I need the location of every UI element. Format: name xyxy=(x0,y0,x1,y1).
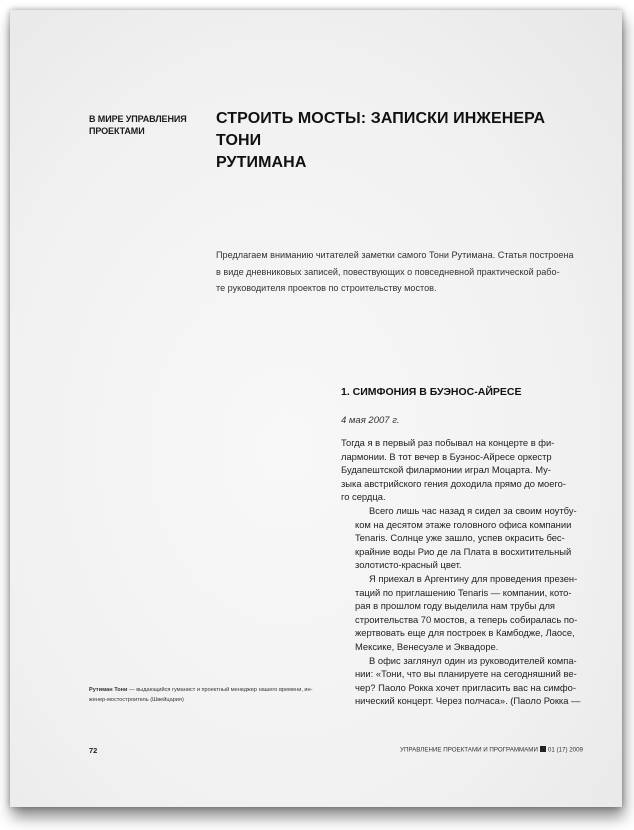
article-title-line: СТРОИТЬ МОСТЫ: ЗАПИСКИ ИНЖЕНЕРА ТОНИ xyxy=(216,110,546,149)
lead-line: Предлагаем вниманию читателей заметки самого Тони Рутимана. Статья построена xyxy=(216,250,574,260)
footnote-text: женер-мостостроитель (Швейцария) xyxy=(89,696,184,703)
footnote-text: — выдающийся гуманист и проектный менеджер нашего времени, ин- xyxy=(127,687,313,693)
entry-date: 4 мая 2007 г. xyxy=(341,415,400,426)
page-number: 72 xyxy=(89,746,98,755)
body-line: золотисто-красный цвет. xyxy=(355,559,462,571)
body-line: нический концерт. Через полчаса». (Паоло Рокка — xyxy=(355,695,581,707)
body-line: го сердца. xyxy=(341,491,386,503)
body-line: ком на десятом этаже головного офиса компании xyxy=(355,518,572,530)
document-page xyxy=(10,10,622,807)
body-line: Я приехал в Аргентину для проведения презен- xyxy=(369,572,578,584)
body-paragraph xyxy=(341,504,593,572)
body-line: Всего лишь час назад я сидел за своим ноутбу- xyxy=(369,504,577,516)
body-line: чер? Паоло Рокка хочет пригласить вас на симфо- xyxy=(355,681,576,693)
body-line: таций по приглашению Tenaris — компании, кото- xyxy=(355,586,572,598)
journal-name: УПРАВЛЕНИЕ ПРОЕКТАМИ И ПРОГРАММАМИ xyxy=(400,746,538,754)
article-body xyxy=(341,436,593,708)
body-line: Tenaris. Солнце уже зашло, успев окрасить бес- xyxy=(355,532,565,544)
article-title xyxy=(216,108,586,174)
body-line: крайние воды Рио де ла Плата в восхитительный xyxy=(355,545,572,557)
body-line: рая в прошлом году выделила нам трубы для xyxy=(355,600,555,612)
body-paragraph xyxy=(341,654,593,708)
body-line: В офис заглянул один из руководителей компа- xyxy=(369,654,577,666)
lead-paragraph xyxy=(216,247,594,297)
body-line: Тогда я в первый раз побывал на концерте в фи- xyxy=(341,437,555,448)
body-paragraph xyxy=(341,572,593,654)
issue-number: 01 (17) 2009 xyxy=(547,746,583,754)
body-paragraph xyxy=(341,436,593,504)
body-line: Будапештской филармонии играл Моцарта. Му- xyxy=(341,464,551,476)
lead-line: в виде дневниковых записей, повествующих о повседневной практической рабо- xyxy=(216,266,560,277)
body-line: жертвовать еще для построек в Камбодже, Лаосе, xyxy=(355,627,575,639)
body-line: Мексике, Венесуэле и Эквадоре. xyxy=(355,640,499,652)
square-bullet-icon xyxy=(540,746,546,752)
body-line: строительства 70 мостов, а теперь собиралась по- xyxy=(355,613,578,625)
body-line: нии: «Тони, что вы планируете на сегодняшний ве- xyxy=(355,668,577,680)
section-label-line: В МИРЕ УПРАВЛЕНИЯ xyxy=(89,114,187,124)
section-label xyxy=(89,113,199,137)
article-title-line: РУТИМАНА xyxy=(216,154,307,171)
section-heading: 1. СИМФОНИЯ В БУЭНОС-АЙРЕСЕ xyxy=(341,386,522,398)
body-line: лармонии. В тот вечер в Буэнос-Айресе оркестр xyxy=(341,450,552,462)
lead-line: те руководителя проектов по строительству мостов. xyxy=(216,283,437,293)
body-line: зыка австрийского гения доходила прямо до моего- xyxy=(341,477,566,489)
section-label-line: ПРОЕКТАМИ xyxy=(89,126,145,136)
running-head xyxy=(400,746,583,754)
footnote-author-name: Рутиман Тони xyxy=(89,687,128,693)
author-footnote xyxy=(89,686,334,705)
